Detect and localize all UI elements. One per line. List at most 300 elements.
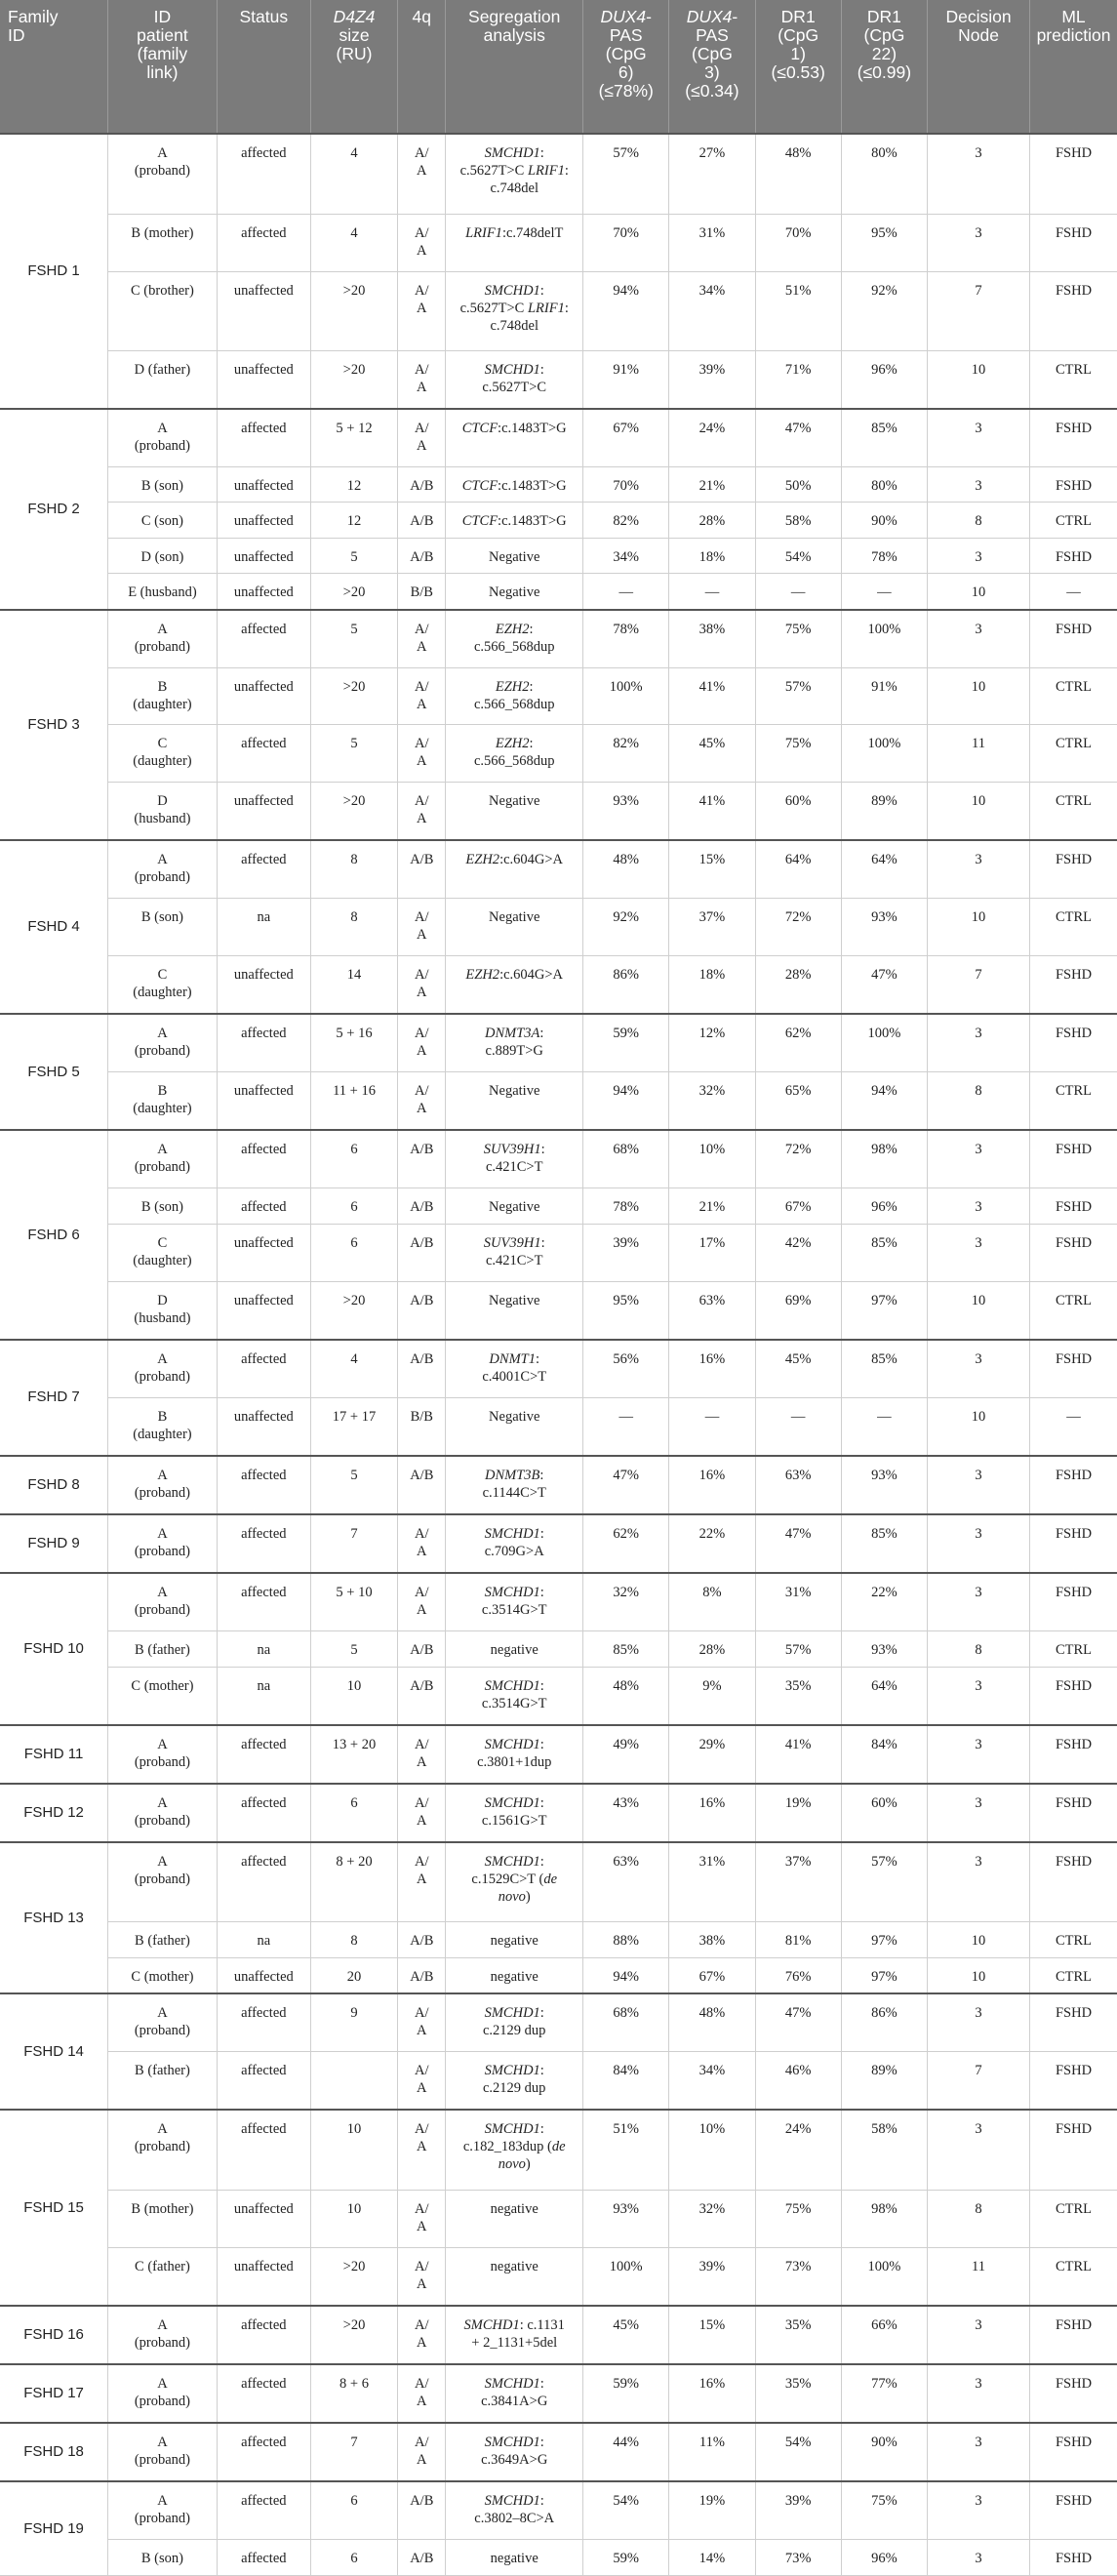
dr1-cpg22-cell: 80% <box>841 134 927 214</box>
table-row <box>0 409 1117 467</box>
column-header: ID patient (family link) <box>108 0 218 134</box>
ml-prediction-cell: FSHD <box>1030 610 1117 668</box>
decision-node-cell: 3 <box>928 409 1030 467</box>
dux4-pas-cpg3-cell: 41% <box>669 667 755 725</box>
segregation-cell: Negative <box>446 1188 583 1224</box>
dr1-cpg22-cell: 47% <box>841 956 927 1015</box>
status-cell: affected <box>217 1784 310 1842</box>
family-id-cell: FSHD 16 <box>0 2306 108 2364</box>
decision-node-cell: 3 <box>928 1188 1030 1224</box>
segregation-cell: negative <box>446 2247 583 2306</box>
dr1-cpg22-cell: 92% <box>841 271 927 350</box>
dr1-cpg22-cell: 97% <box>841 1922 927 1957</box>
dux4-pas-cpg3-cell: 10% <box>669 1130 755 1188</box>
decision-node-cell: 3 <box>928 2423 1030 2481</box>
table-row <box>0 1842 1117 1922</box>
status-cell: unaffected <box>217 467 310 503</box>
dr1-cpg1-cell: 42% <box>755 1224 841 1281</box>
decision-node-cell: 3 <box>928 1667 1030 1725</box>
decision-node-cell: 7 <box>928 956 1030 1015</box>
d4z4-size-cell: 8 + 20 <box>310 1842 397 1922</box>
dr1-cpg1-cell: 72% <box>755 1130 841 1188</box>
column-header: ML prediction <box>1030 0 1117 134</box>
dux4-pas-cpg3-cell: 16% <box>669 2364 755 2423</box>
table-row <box>0 899 1117 956</box>
4q-cell: A/ A <box>398 2364 446 2423</box>
segregation-cell: SMCHD1: c.5627T>C <box>446 350 583 409</box>
segregation-cell: SMCHD1: c.5627T>C LRIF1: c.748del <box>446 271 583 350</box>
ml-prediction-cell: FSHD <box>1030 271 1117 350</box>
d4z4-size-cell: 5 <box>310 538 397 573</box>
dux4-pas-cpg3-cell: 39% <box>669 350 755 409</box>
decision-node-cell: 10 <box>928 899 1030 956</box>
status-cell: na <box>217 1631 310 1667</box>
patient-id-cell: A (proband) <box>108 409 218 467</box>
decision-node-cell: 3 <box>928 1014 1030 1072</box>
dr1-cpg1-cell: 81% <box>755 1922 841 1957</box>
ml-prediction-cell: FSHD <box>1030 1842 1117 1922</box>
dr1-cpg1-cell: 58% <box>755 503 841 538</box>
dux4-pas-cpg6-cell: 63% <box>583 1842 669 1922</box>
dux4-pas-cpg6-cell: 56% <box>583 1340 669 1398</box>
status-cell: affected <box>217 1340 310 1398</box>
ml-prediction-cell: CTRL <box>1030 1957 1117 1993</box>
dr1-cpg22-cell: — <box>841 1397 927 1456</box>
dux4-pas-cpg3-cell: 31% <box>669 1842 755 1922</box>
4q-cell: A/ A <box>398 1072 446 1131</box>
dr1-cpg1-cell: 41% <box>755 1725 841 1784</box>
patient-id-cell: C (brother) <box>108 271 218 350</box>
dr1-cpg22-cell: 60% <box>841 1784 927 1842</box>
dr1-cpg1-cell: 60% <box>755 783 841 841</box>
column-header: DR1 (CpG 1) (≤0.53) <box>755 0 841 134</box>
dux4-pas-cpg6-cell: 85% <box>583 1631 669 1667</box>
dux4-pas-cpg3-cell: 32% <box>669 2190 755 2247</box>
dux4-pas-cpg6-cell: 54% <box>583 2481 669 2540</box>
table-row <box>0 1514 1117 1573</box>
segregation-cell: SMCHD1: c.3514G>T <box>446 1667 583 1725</box>
family-id-cell: FSHD 8 <box>0 1456 108 1514</box>
segregation-cell: SMCHD1: c.2129 dup <box>446 2052 583 2111</box>
segregation-cell: DNMT3B: c.1144C>T <box>446 1456 583 1514</box>
dr1-cpg1-cell: 35% <box>755 1667 841 1725</box>
dux4-pas-cpg6-cell: 32% <box>583 1573 669 1631</box>
dr1-cpg1-cell: 45% <box>755 1340 841 1398</box>
dr1-cpg22-cell: 100% <box>841 610 927 668</box>
dr1-cpg22-cell: 86% <box>841 1993 927 2052</box>
dux4-pas-cpg3-cell: — <box>669 1397 755 1456</box>
segregation-cell: SUV39H1: c.421C>T <box>446 1224 583 1281</box>
table-row <box>0 2247 1117 2306</box>
column-header: DUX4- PAS (CpG 6) (≤78%) <box>583 0 669 134</box>
table-row <box>0 2190 1117 2247</box>
d4z4-size-cell: 17 + 17 <box>310 1397 397 1456</box>
table-header <box>0 0 1117 134</box>
dux4-pas-cpg6-cell: 51% <box>583 2110 669 2190</box>
decision-node-cell: 3 <box>928 134 1030 214</box>
patient-id-cell: A (proband) <box>108 2423 218 2481</box>
patient-id-cell: B (son) <box>108 467 218 503</box>
dr1-cpg1-cell: 65% <box>755 1072 841 1131</box>
4q-cell: A/B <box>398 467 446 503</box>
d4z4-size-cell: 12 <box>310 503 397 538</box>
status-cell: affected <box>217 1456 310 1514</box>
dr1-cpg1-cell: 69% <box>755 1281 841 1340</box>
patient-id-cell: B (daughter) <box>108 667 218 725</box>
table-row <box>0 956 1117 1015</box>
column-header: DUX4- PAS (CpG 3) (≤0.34) <box>669 0 755 134</box>
status-cell: unaffected <box>217 271 310 350</box>
status-cell: affected <box>217 2364 310 2423</box>
dux4-pas-cpg3-cell: 17% <box>669 1224 755 1281</box>
decision-node-cell: 3 <box>928 1784 1030 1842</box>
table-row <box>0 725 1117 783</box>
patient-id-cell: A (proband) <box>108 1014 218 1072</box>
patient-id-cell: B (son) <box>108 899 218 956</box>
table-row <box>0 1573 1117 1631</box>
decision-node-cell: 11 <box>928 2247 1030 2306</box>
dux4-pas-cpg6-cell: 59% <box>583 1014 669 1072</box>
dr1-cpg1-cell: 46% <box>755 2052 841 2111</box>
table-row <box>0 2423 1117 2481</box>
ml-prediction-cell: FSHD <box>1030 2481 1117 2540</box>
status-cell: affected <box>217 725 310 783</box>
segregation-cell: CTCF:c.1483T>G <box>446 503 583 538</box>
dux4-pas-cpg6-cell: 82% <box>583 725 669 783</box>
4q-cell: A/B <box>398 1281 446 1340</box>
dr1-cpg1-cell: 47% <box>755 1514 841 1573</box>
table-row <box>0 1667 1117 1725</box>
patient-id-cell: A (proband) <box>108 840 218 899</box>
4q-cell: A/ A <box>398 2190 446 2247</box>
dux4-pas-cpg6-cell: 100% <box>583 667 669 725</box>
patient-id-cell: C (mother) <box>108 1957 218 1993</box>
decision-node-cell: 3 <box>928 1573 1030 1631</box>
patient-id-cell: B (daughter) <box>108 1397 218 1456</box>
4q-cell: B/B <box>398 1397 446 1456</box>
table-row <box>0 2540 1117 2576</box>
table-body <box>0 134 1117 2576</box>
status-cell: affected <box>217 134 310 214</box>
dr1-cpg1-cell: 35% <box>755 2364 841 2423</box>
dr1-cpg1-cell: 31% <box>755 1573 841 1631</box>
d4z4-size-cell: 7 <box>310 1514 397 1573</box>
4q-cell: A/B <box>398 1130 446 1188</box>
family-id-cell: FSHD 3 <box>0 610 108 841</box>
decision-node-cell: 10 <box>928 667 1030 725</box>
dr1-cpg22-cell: 90% <box>841 2423 927 2481</box>
table-row <box>0 1957 1117 1993</box>
ml-prediction-cell: FSHD <box>1030 2306 1117 2364</box>
segregation-cell: SUV39H1: c.421C>T <box>446 1130 583 1188</box>
ml-prediction-cell: CTRL <box>1030 667 1117 725</box>
d4z4-size-cell: >20 <box>310 2247 397 2306</box>
segregation-cell: EZH2: c.566_568dup <box>446 725 583 783</box>
segregation-cell: SMCHD1: c.3801+1dup <box>446 1725 583 1784</box>
dr1-cpg1-cell: 76% <box>755 1957 841 1993</box>
decision-node-cell: 3 <box>928 1725 1030 1784</box>
ml-prediction-cell: CTRL <box>1030 2247 1117 2306</box>
dr1-cpg1-cell: 50% <box>755 467 841 503</box>
ml-prediction-cell: CTRL <box>1030 899 1117 956</box>
table-row <box>0 1340 1117 1398</box>
segregation-cell: SMCHD1: c.3802–8C>A <box>446 2481 583 2540</box>
patient-id-cell: C (father) <box>108 2247 218 2306</box>
patient-id-cell: A (proband) <box>108 1573 218 1631</box>
status-cell: unaffected <box>217 2190 310 2247</box>
dr1-cpg22-cell: 85% <box>841 1340 927 1398</box>
patient-id-cell: A (proband) <box>108 1725 218 1784</box>
4q-cell: A/ A <box>398 1014 446 1072</box>
ml-prediction-cell: FSHD <box>1030 1014 1117 1072</box>
ml-prediction-cell: FSHD <box>1030 1188 1117 1224</box>
status-cell: unaffected <box>217 667 310 725</box>
status-cell: unaffected <box>217 538 310 573</box>
segregation-cell: DNMT3A: c.889T>G <box>446 1014 583 1072</box>
patient-id-cell: D (husband) <box>108 1281 218 1340</box>
dr1-cpg1-cell: 64% <box>755 840 841 899</box>
status-cell: na <box>217 1667 310 1725</box>
segregation-cell: LRIF1:c.748delT <box>446 214 583 271</box>
d4z4-size-cell: >20 <box>310 1281 397 1340</box>
segregation-cell: SMCHD1: c.3514G>T <box>446 1573 583 1631</box>
table-row <box>0 2110 1117 2190</box>
status-cell: affected <box>217 2481 310 2540</box>
dr1-cpg22-cell: 84% <box>841 1725 927 1784</box>
dr1-cpg22-cell: 100% <box>841 1014 927 1072</box>
decision-node-cell: 8 <box>928 1631 1030 1667</box>
dux4-pas-cpg3-cell: 28% <box>669 1631 755 1667</box>
dr1-cpg22-cell: 93% <box>841 1631 927 1667</box>
table-row <box>0 1456 1117 1514</box>
dr1-cpg1-cell: 37% <box>755 1842 841 1922</box>
ml-prediction-cell: FSHD <box>1030 1573 1117 1631</box>
dux4-pas-cpg3-cell: 27% <box>669 134 755 214</box>
column-header: Segregation analysis <box>446 0 583 134</box>
status-cell: na <box>217 899 310 956</box>
segregation-cell: EZH2: c.566_568dup <box>446 667 583 725</box>
dr1-cpg1-cell: 57% <box>755 1631 841 1667</box>
d4z4-size-cell: 10 <box>310 2110 397 2190</box>
ml-prediction-cell: FSHD <box>1030 2423 1117 2481</box>
table-row <box>0 1281 1117 1340</box>
d4z4-size-cell: 8 <box>310 1922 397 1957</box>
dux4-pas-cpg6-cell: 43% <box>583 1784 669 1842</box>
status-cell: affected <box>217 1014 310 1072</box>
segregation-cell: DNMT1: c.4001C>T <box>446 1340 583 1398</box>
status-cell: unaffected <box>217 1224 310 1281</box>
dr1-cpg1-cell: 75% <box>755 725 841 783</box>
dr1-cpg1-cell: 62% <box>755 1014 841 1072</box>
dux4-pas-cpg3-cell: 14% <box>669 2540 755 2576</box>
segregation-cell: CTCF:c.1483T>G <box>446 467 583 503</box>
ml-prediction-cell: FSHD <box>1030 1340 1117 1398</box>
family-id-cell: FSHD 17 <box>0 2364 108 2423</box>
ml-prediction-cell: FSHD <box>1030 214 1117 271</box>
decision-node-cell: 3 <box>928 467 1030 503</box>
decision-node-cell: 10 <box>928 1281 1030 1340</box>
dr1-cpg1-cell: 71% <box>755 350 841 409</box>
status-cell: affected <box>217 2423 310 2481</box>
ml-prediction-cell: CTRL <box>1030 503 1117 538</box>
decision-node-cell: 3 <box>928 1842 1030 1922</box>
segregation-cell: SMCHD1: c.5627T>C LRIF1: c.748del <box>446 134 583 214</box>
status-cell: unaffected <box>217 956 310 1015</box>
dux4-pas-cpg3-cell: 18% <box>669 538 755 573</box>
d4z4-size-cell: 20 <box>310 1957 397 1993</box>
patient-id-cell: A (proband) <box>108 1993 218 2052</box>
dux4-pas-cpg6-cell: 95% <box>583 1281 669 1340</box>
dr1-cpg22-cell: 66% <box>841 2306 927 2364</box>
dux4-pas-cpg6-cell: 88% <box>583 1922 669 1957</box>
table-row <box>0 1993 1117 2052</box>
segregation-cell: SMCHD1: c.1529C>T (de novo) <box>446 1842 583 1922</box>
dr1-cpg1-cell: 39% <box>755 2481 841 2540</box>
dr1-cpg1-cell: 72% <box>755 899 841 956</box>
dux4-pas-cpg6-cell: 68% <box>583 1130 669 1188</box>
d4z4-size-cell: 5 <box>310 1631 397 1667</box>
dr1-cpg22-cell: 85% <box>841 1514 927 1573</box>
segregation-cell: SMCHD1: c.182_183dup (de novo) <box>446 2110 583 2190</box>
segregation-cell: negative <box>446 2540 583 2576</box>
ml-prediction-cell: CTRL <box>1030 1072 1117 1131</box>
4q-cell: A/B <box>398 1340 446 1398</box>
dux4-pas-cpg6-cell: — <box>583 1397 669 1456</box>
dr1-cpg1-cell: 24% <box>755 2110 841 2190</box>
dux4-pas-cpg3-cell: 29% <box>669 1725 755 1784</box>
dux4-pas-cpg6-cell: 94% <box>583 271 669 350</box>
dux4-pas-cpg3-cell: — <box>669 574 755 610</box>
family-id-cell: FSHD 14 <box>0 1993 108 2110</box>
dux4-pas-cpg6-cell: 59% <box>583 2364 669 2423</box>
segregation-cell: Negative <box>446 1397 583 1456</box>
dr1-cpg1-cell: 54% <box>755 538 841 573</box>
dr1-cpg22-cell: 98% <box>841 1130 927 1188</box>
dux4-pas-cpg3-cell: 38% <box>669 1922 755 1957</box>
table-row <box>0 271 1117 350</box>
dux4-pas-cpg3-cell: 21% <box>669 467 755 503</box>
table-row <box>0 1072 1117 1131</box>
4q-cell: A/ A <box>398 1993 446 2052</box>
ml-prediction-cell: FSHD <box>1030 538 1117 573</box>
dr1-cpg22-cell: 78% <box>841 538 927 573</box>
status-cell: affected <box>217 1993 310 2052</box>
ml-prediction-cell: CTRL <box>1030 1922 1117 1957</box>
decision-node-cell: 3 <box>928 1224 1030 1281</box>
patient-id-cell: C (daughter) <box>108 725 218 783</box>
ml-prediction-cell: FSHD <box>1030 409 1117 467</box>
dr1-cpg1-cell: — <box>755 574 841 610</box>
ml-prediction-cell: CTRL <box>1030 1281 1117 1340</box>
dux4-pas-cpg3-cell: 63% <box>669 1281 755 1340</box>
dux4-pas-cpg6-cell: 48% <box>583 1667 669 1725</box>
dr1-cpg22-cell: 64% <box>841 1667 927 1725</box>
patient-id-cell: A (proband) <box>108 1456 218 1514</box>
dux4-pas-cpg3-cell: 34% <box>669 2052 755 2111</box>
dux4-pas-cpg3-cell: 18% <box>669 956 755 1015</box>
ml-prediction-cell: — <box>1030 1397 1117 1456</box>
dr1-cpg1-cell: — <box>755 1397 841 1456</box>
status-cell: affected <box>217 610 310 668</box>
status-cell: affected <box>217 1573 310 1631</box>
family-id-cell: FSHD 19 <box>0 2481 108 2575</box>
dux4-pas-cpg3-cell: 41% <box>669 783 755 841</box>
column-header: Family ID <box>0 0 108 134</box>
dr1-cpg1-cell: 19% <box>755 1784 841 1842</box>
dr1-cpg1-cell: 54% <box>755 2423 841 2481</box>
dr1-cpg22-cell: 77% <box>841 2364 927 2423</box>
dux4-pas-cpg6-cell: 92% <box>583 899 669 956</box>
ml-prediction-cell: FSHD <box>1030 1130 1117 1188</box>
dr1-cpg22-cell: 95% <box>841 214 927 271</box>
status-cell: unaffected <box>217 783 310 841</box>
patient-id-cell: A (proband) <box>108 2364 218 2423</box>
dux4-pas-cpg3-cell: 15% <box>669 840 755 899</box>
4q-cell: A/B <box>398 1922 446 1957</box>
dr1-cpg1-cell: 47% <box>755 1993 841 2052</box>
ml-prediction-cell: FSHD <box>1030 1784 1117 1842</box>
dr1-cpg22-cell: 22% <box>841 1573 927 1631</box>
table-row <box>0 1130 1117 1188</box>
dux4-pas-cpg3-cell: 11% <box>669 2423 755 2481</box>
d4z4-size-cell: >20 <box>310 574 397 610</box>
family-id-cell: FSHD 5 <box>0 1014 108 1130</box>
dux4-pas-cpg3-cell: 16% <box>669 1784 755 1842</box>
4q-cell: A/B <box>398 1224 446 1281</box>
decision-node-cell: 7 <box>928 2052 1030 2111</box>
dr1-cpg1-cell: 48% <box>755 134 841 214</box>
segregation-cell: Negative <box>446 899 583 956</box>
dr1-cpg1-cell: 73% <box>755 2540 841 2576</box>
dr1-cpg1-cell: 47% <box>755 409 841 467</box>
dux4-pas-cpg3-cell: 19% <box>669 2481 755 2540</box>
patient-id-cell: A (proband) <box>108 610 218 668</box>
ml-prediction-cell: FSHD <box>1030 2052 1117 2111</box>
decision-node-cell: 11 <box>928 725 1030 783</box>
dr1-cpg22-cell: 85% <box>841 1224 927 1281</box>
dr1-cpg22-cell: 98% <box>841 2190 927 2247</box>
patient-id-cell: B (father) <box>108 1631 218 1667</box>
d4z4-size-cell: 6 <box>310 1130 397 1188</box>
family-id-cell: FSHD 9 <box>0 1514 108 1573</box>
4q-cell: A/ A <box>398 899 446 956</box>
dux4-pas-cpg6-cell: 91% <box>583 350 669 409</box>
decision-node-cell: 8 <box>928 1072 1030 1131</box>
dr1-cpg22-cell: — <box>841 574 927 610</box>
dr1-cpg22-cell: 96% <box>841 1188 927 1224</box>
dux4-pas-cpg3-cell: 21% <box>669 1188 755 1224</box>
status-cell: unaffected <box>217 1397 310 1456</box>
4q-cell: A/ A <box>398 1725 446 1784</box>
family-id-cell: FSHD 4 <box>0 840 108 1014</box>
decision-node-cell: 8 <box>928 2190 1030 2247</box>
patient-id-cell: A (proband) <box>108 1842 218 1922</box>
status-cell: affected <box>217 1514 310 1573</box>
table-row <box>0 503 1117 538</box>
decision-node-cell: 3 <box>928 2481 1030 2540</box>
ml-prediction-cell: FSHD <box>1030 2364 1117 2423</box>
dr1-cpg22-cell: 75% <box>841 2481 927 2540</box>
patient-id-cell: C (mother) <box>108 1667 218 1725</box>
d4z4-size-cell: 6 <box>310 2540 397 2576</box>
d4z4-size-cell: 11 + 16 <box>310 1072 397 1131</box>
ml-prediction-cell: CTRL <box>1030 725 1117 783</box>
segregation-cell: Negative <box>446 783 583 841</box>
status-cell: unaffected <box>217 2247 310 2306</box>
patient-id-cell: D (son) <box>108 538 218 573</box>
patient-id-cell: B (daughter) <box>108 1072 218 1131</box>
4q-cell: A/ A <box>398 2110 446 2190</box>
